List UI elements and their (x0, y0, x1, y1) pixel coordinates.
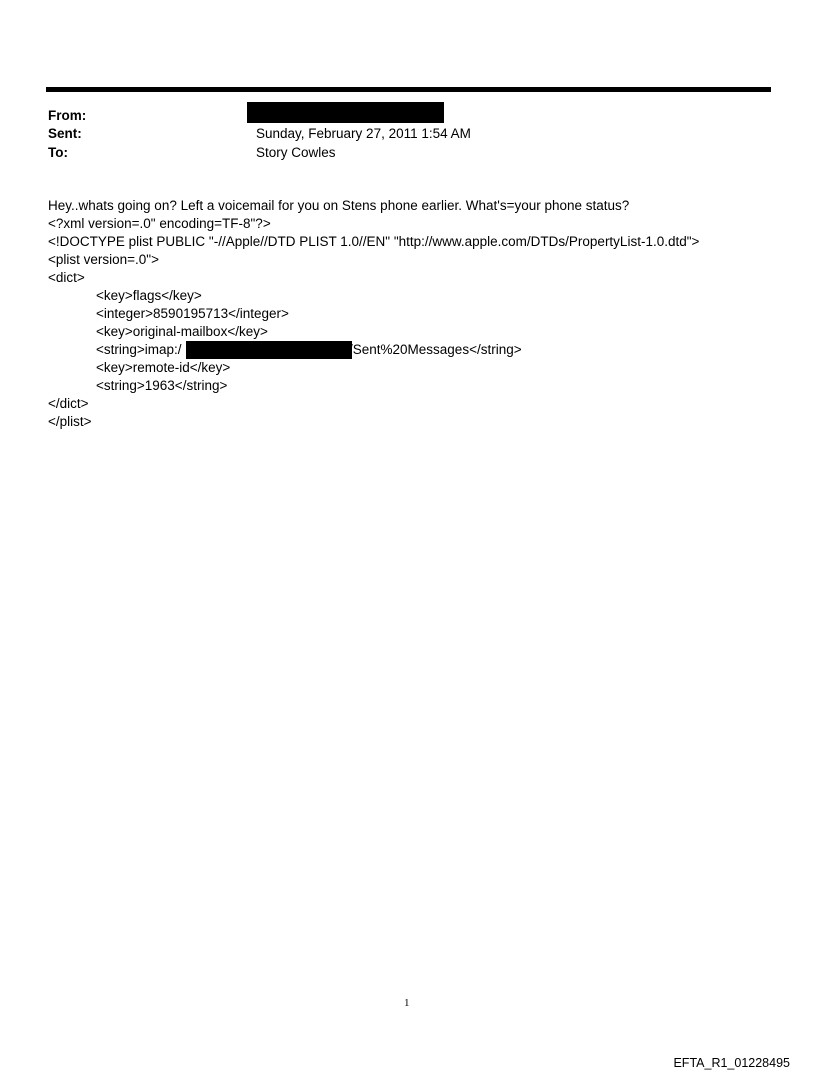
to-value: Story Cowles (256, 145, 336, 160)
dict-open: <dict> (48, 270, 85, 285)
sent-value: Sunday, February 27, 2011 1:54 AM (256, 126, 471, 141)
key-remote-id: <key>remote-id</key> (96, 360, 231, 375)
to-label: To: (48, 145, 68, 160)
page-number: 1 (404, 997, 410, 1009)
from-label: From: (48, 108, 87, 123)
message-text: Hey..whats going on? Left a voicemail for you on Stens phone earlier. What's=your phone status? (48, 198, 630, 213)
sent-label: Sent: (48, 126, 82, 141)
dict-close: </dict> (48, 396, 89, 411)
string-imap-suffix: /Sent%20Messages</string> (349, 342, 522, 357)
from-redaction (247, 102, 444, 123)
imap-redaction (186, 341, 352, 359)
string-remote-id: <string>1963</string> (96, 378, 228, 393)
xml-declaration: <?xml version=.0" encoding=TF-8"?> (48, 216, 271, 231)
doctype-line: <!DOCTYPE plist PUBLIC "-//Apple//DTD PLIST 1.0//EN" "http://www.apple.com/DTDs/PropertyList-1.0.dtd"> (48, 234, 700, 249)
key-original-mailbox: <key>original-mailbox</key> (96, 324, 268, 339)
header-rule (46, 87, 771, 92)
string-imap-prefix: <string>imap:/ (96, 342, 182, 357)
plist-open: <plist version=.0"> (48, 252, 159, 267)
key-flags: <key>flags</key> (96, 288, 202, 303)
plist-close: </plist> (48, 414, 92, 429)
bates-number: EFTA_R1_01228495 (673, 1056, 790, 1070)
integer-flags: <integer>8590195713</integer> (96, 306, 289, 321)
